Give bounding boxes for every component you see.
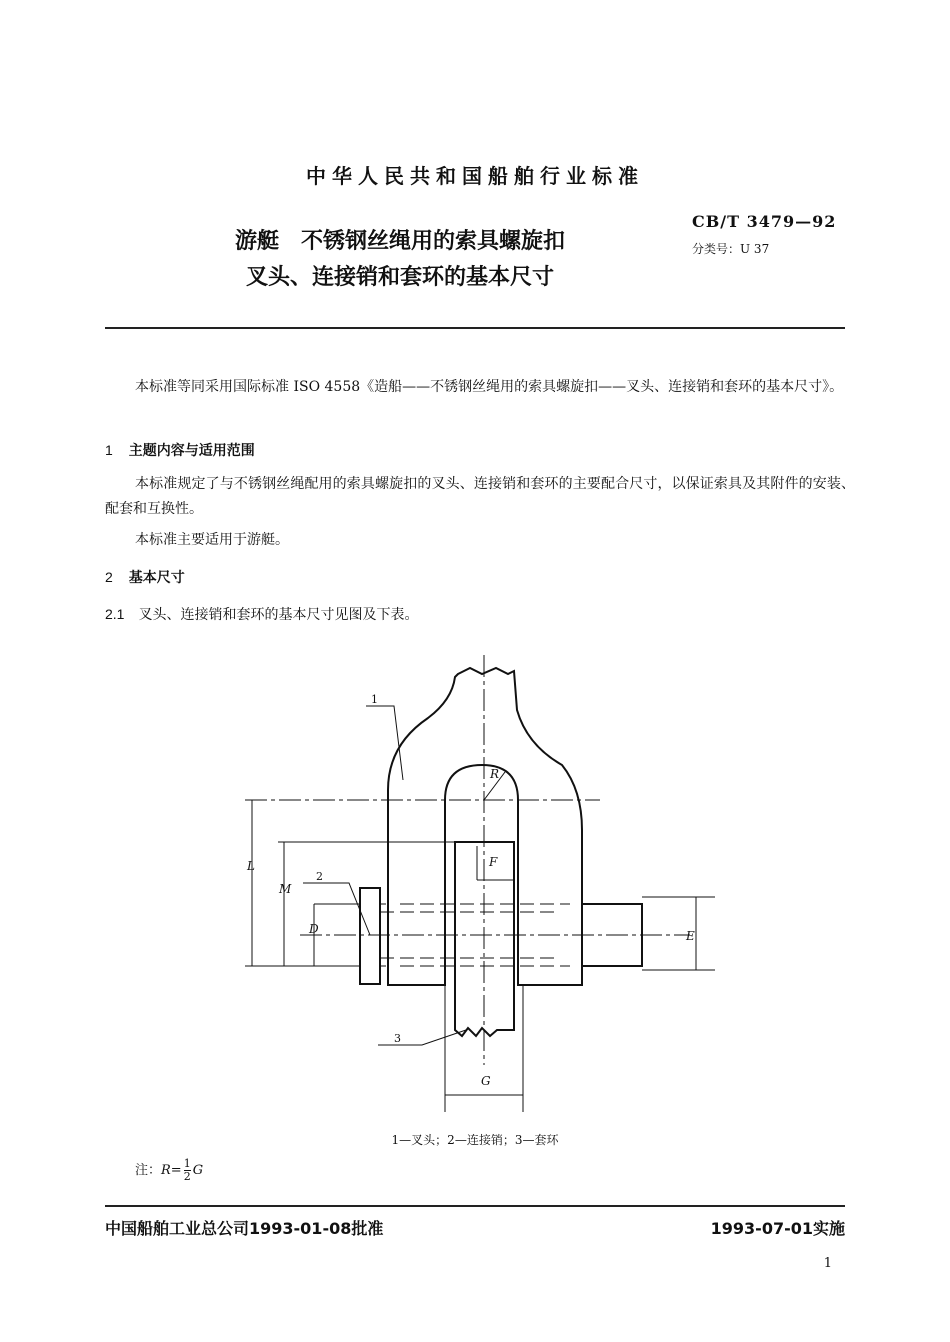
- footer-divider: [105, 1205, 845, 1207]
- dim-label-G: G: [481, 1074, 491, 1088]
- section-2-number: 2: [105, 569, 113, 585]
- figure-note: [135, 1158, 203, 1183]
- classification-number: 分类号：U 37: [692, 242, 770, 256]
- dim-label-D: D: [309, 922, 319, 936]
- effective-date: 1993-07-01实施: [710, 1219, 845, 1238]
- document-title-line2: 叉头、连接销和套环的基本尺寸: [245, 265, 554, 290]
- section-1-number: 1: [105, 442, 113, 458]
- note-lhs: R=: [161, 1163, 182, 1178]
- page-number: 1: [823, 1256, 832, 1271]
- callout-3: 3: [394, 1032, 401, 1045]
- dim-label-L: L: [247, 859, 255, 873]
- callout-1: 1: [371, 693, 378, 706]
- dim-label-R: R: [490, 767, 500, 781]
- note-numerator: 1: [183, 1157, 191, 1170]
- figure-caption: 1—叉头；2—连接销；3—套环: [391, 1133, 559, 1147]
- note-rhs: G: [192, 1163, 204, 1178]
- note-prefix: 注：: [135, 1163, 162, 1178]
- callout-2: 2: [316, 870, 323, 883]
- section-1-paragraph-2: 本标准主要适用于游艇。: [135, 532, 289, 548]
- note-denominator: 2: [183, 1170, 191, 1183]
- section-2-title: 基本尺寸: [128, 570, 185, 586]
- subsection-2-1-text: 叉头、连接销和套环的基本尺寸见图及下表。: [138, 607, 419, 623]
- intro-paragraph: 本标准等同采用国际标准 ISO 4558《造船——不锈钢丝绳用的索具螺旋扣——叉头、连接销和套环的基本尺寸》。: [135, 379, 844, 395]
- dim-label-E: E: [686, 929, 695, 943]
- note-fraction: [184, 1158, 191, 1183]
- subsection-2-1-number: 2.1: [105, 606, 125, 622]
- dim-label-M: M: [279, 882, 292, 896]
- dim-label-F: F: [489, 855, 498, 869]
- document-title-line1: 游艇 不锈钢丝绳用的索具螺旋扣: [234, 229, 565, 254]
- pin-head: [360, 888, 380, 984]
- approval-statement: 中国船舶工业总公司1993-01-08批准: [105, 1219, 384, 1238]
- fork-outline: [388, 668, 582, 985]
- standard-body: 中华人民共和国船舶行业标准: [306, 164, 644, 188]
- section-1-paragraph-1: 本标准规定了与不锈钢丝绳配用的索具螺旋扣的叉头、连接销和套环的主要配合尺寸，以保证索具及其附件的安装、配套和互换性。: [105, 476, 855, 517]
- section-1-title: 主题内容与适用范围: [128, 443, 255, 459]
- standard-code: CB/T 3479—92: [692, 212, 837, 231]
